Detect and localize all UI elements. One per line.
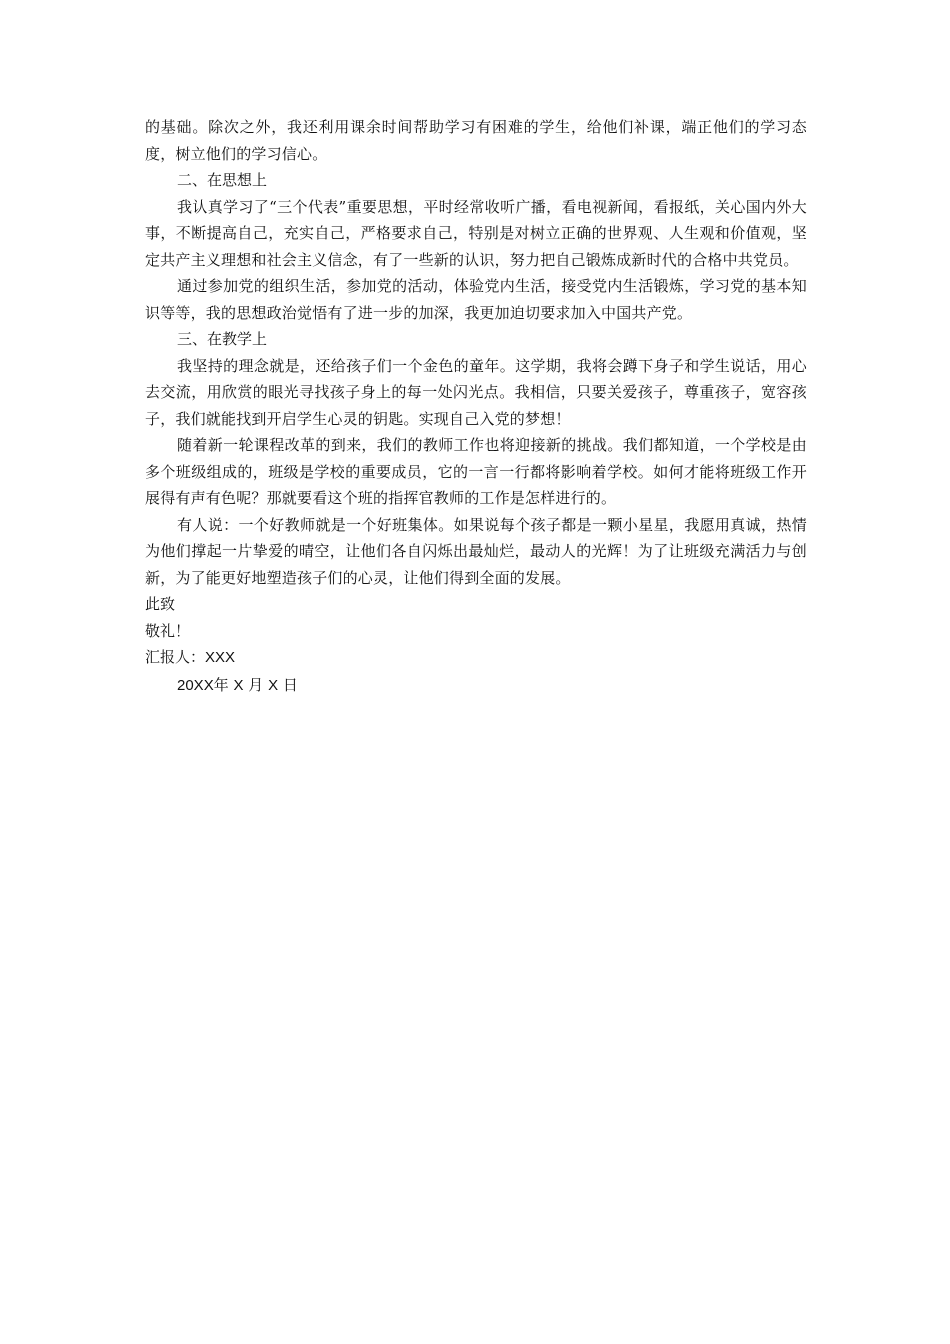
reporter-label: 汇报人： (145, 648, 206, 666)
date-month-unit: 月 (248, 675, 264, 694)
section-heading-ideology: 二、在思想上 (177, 171, 268, 189)
closing-jingli: 敬礼！ (145, 621, 191, 640)
paragraph-study: 我认真学习了“三个代表”重要思想，平时经常收听广播，看电视新闻，看报纸，关心国内外大事，不断提高自己，充实自己，严格要求自己，特别是对树立正确的世界观、人生观和价值观，坚定共产主义理想和社会主义信念，有了一些新的认识，努力把自己锻炼成新时代的合格中共党员。 (145, 197, 807, 269)
closing-cizhi: 此致 (145, 595, 176, 613)
date-year-unit: 年 (213, 675, 229, 694)
paragraph-continuation: 的基础。除次之外，我还利用课余时间帮助学习有困难的学生，给他们补课，端正他们的学习态度，树立他们的学习信心。 (145, 118, 807, 163)
paragraph-party-life: 通过参加党的组织生活，参加党的活动，体验党内生活，接受党内生活锻炼，学习党的基本知识等等，我的思想政治觉悟有了进一步的加深，我更加迫切要求加入中国共产党。 (145, 277, 807, 322)
section-heading-teaching: 三、在教学上 (177, 330, 268, 348)
paragraph-good-teacher: 有人说：一个好教师就是一个好班集体。如果说每个孩子都是一颗小星星，我愿用真诚，热情为他们撑起一片挚爱的晴空，让他们各自闪烁出最灿烂，最动人的光辉！为了让班级充满活力与创新，为了能更好地塑造孩子们的心灵，让他们得到全面的发展。 (145, 515, 807, 587)
date-day: X (268, 676, 279, 694)
document-page (145, 114, 807, 699)
date-year: 20XX (177, 676, 214, 694)
report-date (145, 672, 807, 700)
paragraph-teaching-philosophy: 我坚持的理念就是，还给孩子们一个金色的童年。这学期，我将会蹲下身子和学生说话，用心去交流，用欣赏的眼光寻找孩子身上的每一处闪光点。我相信，只要关爱孩子，尊重孩子，宽容孩子，我们就能找到开启学生心灵的钥匙。实现自己入党的梦想！ (145, 356, 807, 428)
reporter-name: XXX (205, 649, 236, 666)
paragraph-curriculum-reform: 随着新一轮课程改革的到来，我们的教师工作也将迎接新的挑战。我们都知道，一个学校是由多个班级组成的，班级是学校的重要成员，它的一言一行都将影响着学校。如何才能将班级工作开展得有声有色呢？那就要看这个班的指挥官教师的工作是怎样进行的。 (145, 436, 807, 507)
date-day-unit: 日 (282, 675, 298, 694)
reporter-line (145, 644, 807, 672)
date-month: X (233, 676, 244, 694)
